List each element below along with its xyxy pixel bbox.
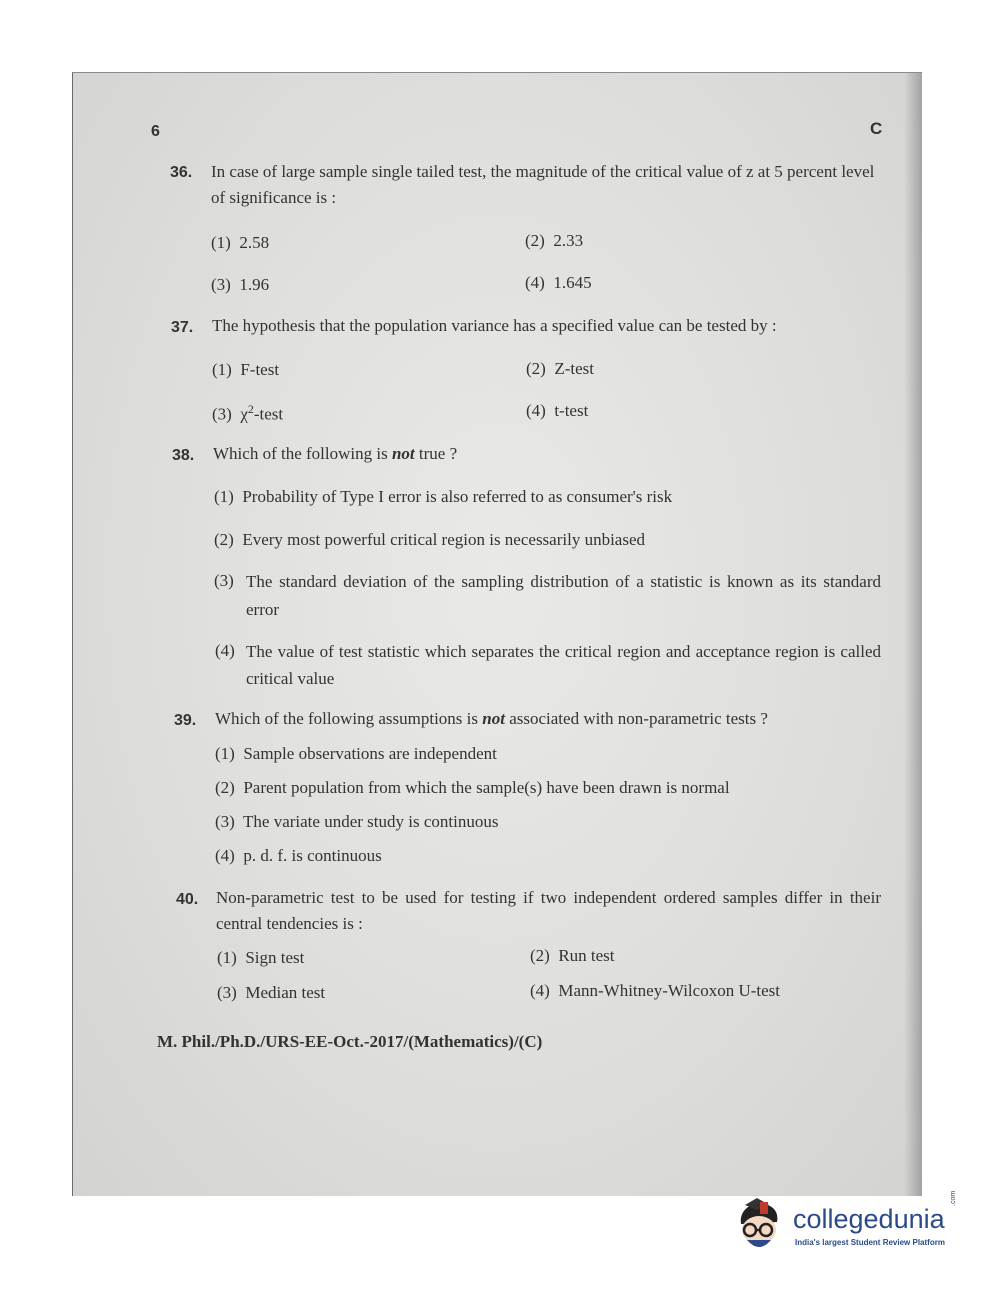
option: (2) Every most powerful critical region is necessarily unbiased — [214, 530, 646, 549]
option: (2) Parent population from which the sample(s) have been drawn is normal — [215, 778, 730, 797]
option: (4) t-test — [526, 401, 589, 420]
option: (1) Sample observations are independent — [215, 744, 497, 763]
option-number: (3) — [214, 571, 234, 590]
brand-name: collegedunia — [793, 1204, 945, 1234]
question-text: The hypothesis that the population variance has a specified value can be tested by : — [212, 316, 777, 335]
option: (3) Median test — [217, 983, 326, 1002]
question-number: 39. — [174, 712, 197, 729]
option: (3) $\chi^2$-test — [212, 402, 284, 424]
collegedunia-logo — [733, 1190, 963, 1266]
option: (3) 1.96 — [211, 275, 270, 294]
option: (2) 2.33 — [525, 231, 584, 250]
option: (1) Probability of Type I error is also referred to as consumer's risk — [214, 487, 673, 506]
chi-symbol: χ — [240, 404, 248, 424]
option: (2) Run test — [530, 946, 615, 965]
option: (1) F-test — [212, 360, 280, 379]
option: (3) The variate under study is continuous — [215, 812, 499, 831]
page-number: 6 — [151, 123, 160, 140]
paper-code-footer: M. Phil./Ph.D./URS-EE-Oct.-2017/(Mathematics)/(C) — [157, 1032, 543, 1051]
question-text: In case of large sample single tailed test, the magnitude of the critical value of z at 5 percent level of significance is : — [211, 162, 875, 207]
question-number: 40. — [176, 891, 199, 908]
option: (4) 1.645 — [525, 273, 592, 292]
question-text: Non-parametric test to be used for testing if two independent ordered samples differ in their central tendencies is : — [216, 888, 881, 933]
option-number: (4) — [215, 641, 235, 660]
brand-tagline: India's largest Student Review Platform — [795, 1238, 945, 1247]
question-text: Which of the following is not true ? — [213, 444, 458, 463]
question-number: 37. — [171, 319, 194, 336]
option: (2) Z-test — [526, 359, 594, 378]
option-text: The standard deviation of the sampling distribution of a statistic is known as its standard error — [246, 572, 881, 619]
question-number: 38. — [172, 447, 195, 464]
brand-suffix: .com — [950, 1190, 957, 1206]
option: (4) Mann-Whitney-Wilcoxon U-test — [530, 981, 781, 1000]
question-series: C — [870, 119, 883, 138]
option: (4) p. d. f. is continuous — [215, 846, 382, 865]
question-number: 36. — [170, 164, 193, 181]
question-text: Which of the following assumptions is not associated with non-parametric tests ? — [215, 709, 768, 728]
option: (1) Sign test — [217, 948, 305, 967]
collegedunia-mascot-icon — [733, 1196, 793, 1258]
option: (1) 2.58 — [211, 233, 270, 252]
scanned-page — [72, 72, 922, 1196]
option-text: The value of test statistic which separates the critical region and acceptance region is called critical value — [246, 642, 881, 688]
